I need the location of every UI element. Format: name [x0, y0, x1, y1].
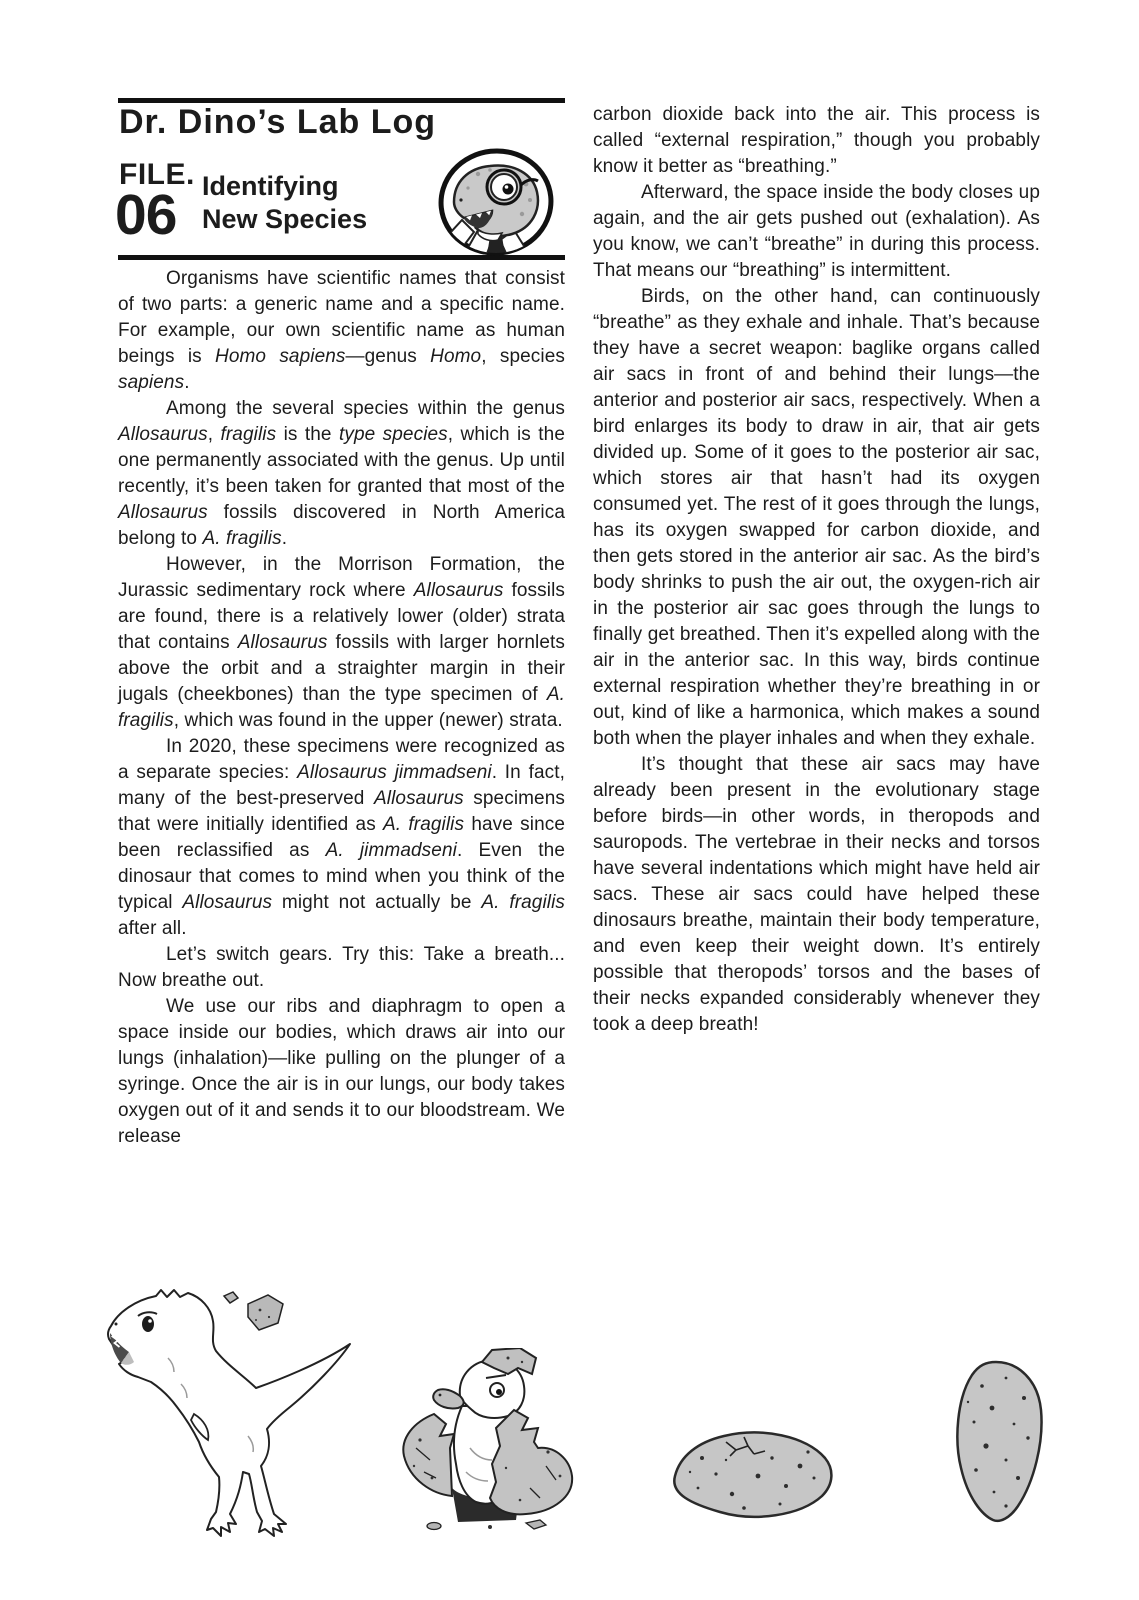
- subtitle-line-2: New Species: [202, 204, 368, 234]
- paragraph: Birds, on the other hand, can continuously “breathe” as they exhale and inhale. That’s because they have a secret weapon: baglike organs called air sacs in front of and behind their lungs—the anterior and posterior air sacs, respectively. When a bird enlarges its body to draw in air, that air gets divided up. Some of it goes to the posterior air sac, which stores air that hasn’t had its oxygen consumed yet. The rest of it goes through the lungs, has its oxygen swapped for carbon dioxide, and then gets stored in the anterior air sac. As the bird’s body shrinks to push the air out, the oxygen-rich air in the posterior air sac goes through the lungs to finally get breathed. Then it’s expelled along with the air in the anterior sac. In this way, birds continue external respiration whether they’re breathing in or out, kind of like a harmonica, which makes a sound both when the player inhales and when they exhale.: [593, 286, 1040, 749]
- page-title: Dr. Dino’s Lab Log: [119, 103, 437, 141]
- upright-egg-illustration: [948, 1360, 1048, 1526]
- paragraph: Let’s switch gears. Try this: Take a breath... Now breathe out.: [118, 944, 565, 991]
- paragraph: However, in the Morrison Formation, the Jurassic sedimentary rock where Allosaurus fossils are found, there is a relatively lower (older) strata that contains Allosaurus fossils with larger hornlets above the orbit and a straighter margin in their jugals (cheekbones) than the type specimen of A. fragilis, which was found in the upper (newer) strata.: [118, 554, 565, 731]
- article-subtitle: [202, 170, 367, 236]
- paragraph: In 2020, these specimens were recognized as a separate species: Allosaurus jimmadseni. In fact, many of the best-preserved Allosaurus specimens that were initially identified as A. fragilis have since been reclassified as A. jimmadseni. Even the dinosaur that comes to mind when you think of the typical Allosaurus might not actually be A. fragilis after all.: [118, 736, 566, 939]
- paragraph: carbon dioxide back into the air. This process is called “external respiration,” though you probably know it better as “breathing.”: [593, 104, 1040, 177]
- file-number: 06: [115, 183, 177, 247]
- paragraph: We use our ribs and diaphragm to open a space inside our bodies, which draws air into our lungs (inhalation)—like pulling on the plunger of a syringe. Once the air is in our lungs, our body takes oxygen out of it and sends it to our bloodstream. We release: [118, 996, 565, 1147]
- subtitle-line-1: Identifying: [202, 171, 339, 201]
- hatching-chick-illustration: [396, 1348, 582, 1534]
- file-label: FILE.: [119, 158, 195, 191]
- cracked-egg-illustration: [668, 1414, 838, 1526]
- column-left: [118, 266, 565, 1150]
- eggshell-fragments: [248, 1295, 283, 1330]
- paragraph: Among the several species within the genus Allosaurus, fragilis is the type species, which is the one permanently associated with the genus. Up until recently, it’s been taken for granted that most of the Allosaurus fossils discovered in North America belong to A. fragilis.: [118, 398, 565, 549]
- baby-dinosaur-illustration: [98, 1286, 360, 1538]
- paragraph: Organisms have scientific names that consist of two parts: a generic name and a specific name. For example, our own scientific name as human beings is Homo sapiens—genus Homo, species sapiens.: [118, 268, 565, 393]
- paragraph: It’s thought that these air sacs may have already been present in the evolutionary stage before birds—in other words, in theropods and sauropods. The vertebrae in their necks and torsos have several indentations which might have held air sacs. These air sacs could have helped these dinosaurs breathe, maintain their body temperature, and even keep their weight down. It’s entirely possible that theropods’ torsos and the bases of their necks expanded considerably whenever they took a deep breath!: [593, 754, 1040, 1035]
- paragraph: Afterward, the space inside the body closes up again, and the air gets pushed out (exhalation). As you know, we can’t “breathe” in during this process. That means our “breathing” is intermittent.: [593, 182, 1040, 281]
- dino-scientist-icon: [434, 144, 558, 262]
- column-right: [593, 102, 1040, 1038]
